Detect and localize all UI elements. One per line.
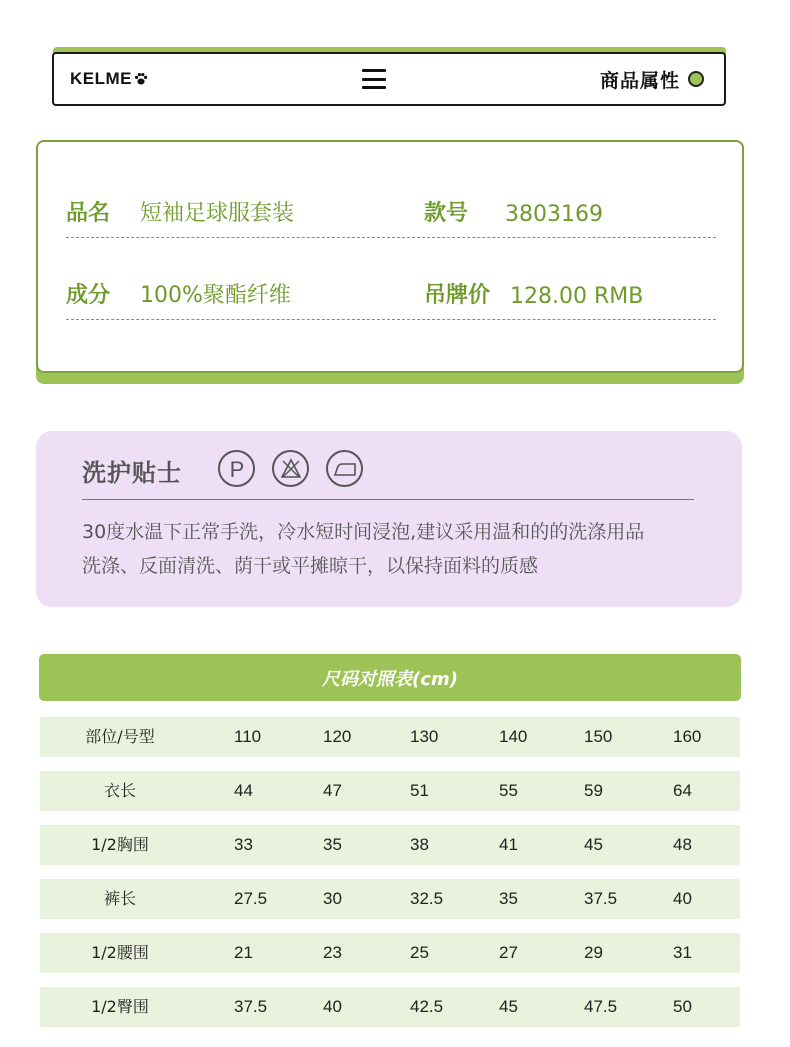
size-table-row: [40, 771, 740, 811]
size-cell: 120: [323, 727, 352, 746]
size-row-label: 部位/号型: [85, 727, 155, 746]
info-row-name-style: [66, 198, 716, 238]
page-title-text: 商品属性: [599, 69, 680, 92]
size-row-label: 裤长: [103, 889, 136, 908]
size-cell: 40: [323, 997, 342, 1016]
paw-icon: [134, 72, 148, 86]
size-cell: 30: [323, 889, 342, 908]
care-text-line-1: 30度水温下正常手洗，冷水短时间浸泡,建议采用温和的的洗涤用品: [82, 521, 645, 543]
size-table-row: [40, 933, 740, 973]
size-row-label: 1/2腰围: [91, 943, 149, 962]
size-cell: 27: [499, 943, 518, 962]
size-table-title: 尺码对照表(cm): [39, 654, 741, 701]
size-cell: 48: [673, 835, 692, 854]
size-cell: 45: [584, 835, 603, 854]
care-title: 洗护贴士: [82, 459, 182, 487]
size-cell: 160: [673, 727, 702, 746]
care-divider: [82, 499, 694, 500]
product-info-card: [36, 140, 744, 373]
care-text: [82, 515, 712, 583]
size-cell: 41: [499, 835, 518, 854]
size-cell: 29: [584, 943, 603, 962]
dry-clean-p-icon: [218, 450, 255, 487]
top-header: [52, 52, 726, 106]
brand-logo[interactable]: [70, 69, 148, 89]
size-cell: 27.5: [234, 889, 268, 908]
info-row-material-price: [66, 280, 716, 320]
size-cell: 64: [673, 781, 692, 800]
size-row-label: 衣长: [103, 781, 136, 800]
size-cell: 59: [584, 781, 603, 800]
size-cell: 33: [234, 835, 253, 854]
size-cell: 47: [323, 781, 342, 800]
size-table-row: [40, 987, 740, 1027]
size-cell: 31: [673, 943, 692, 962]
size-cell: 23: [323, 943, 342, 962]
care-text-line-2: 洗涤、反面清洗、荫干或平摊晾干，以保持面料的质感: [82, 555, 539, 577]
page-title: [600, 66, 704, 93]
size-cell: 32.5: [410, 889, 444, 908]
size-table-row: [40, 825, 740, 865]
size-cell: 51: [410, 781, 429, 800]
size-cell: 55: [499, 781, 518, 800]
svg-text:P: P: [229, 456, 244, 481]
size-cell: 40: [673, 889, 692, 908]
size-cell: 21: [234, 943, 253, 962]
size-cell: 37.5: [234, 997, 268, 1016]
style-value: 3803169: [505, 202, 603, 227]
care-icons: [218, 450, 363, 487]
size-cell: 50: [673, 997, 692, 1016]
hamburger-menu-icon[interactable]: [362, 69, 386, 89]
no-tumble-dry-icon: [272, 450, 309, 487]
size-cell: 110: [234, 727, 262, 746]
size-cell: 44: [234, 781, 253, 800]
style-label: 款号: [424, 201, 469, 226]
size-cell: 35: [499, 889, 518, 908]
size-cell: 150: [584, 727, 613, 746]
size-cell: 45: [499, 997, 518, 1016]
iron-icon: [326, 450, 363, 487]
size-table-row: [40, 879, 740, 919]
size-cell: 42.5: [410, 997, 444, 1016]
name-label: 品名: [66, 201, 111, 226]
size-row-label: 1/2臀围: [91, 997, 149, 1016]
size-cell: 25: [410, 943, 429, 962]
name-value: 短袖足球服套装: [140, 201, 295, 226]
care-tips-panel: [36, 431, 742, 607]
material-label: 成分: [66, 283, 111, 308]
brand-name: KELME: [70, 69, 132, 88]
green-dot-icon: [688, 71, 704, 87]
size-cell: 35: [323, 835, 342, 854]
size-cell: 47.5: [584, 997, 618, 1016]
material-value: 100%聚酯纤维: [140, 283, 291, 308]
size-row-label: 1/2胸围: [91, 835, 149, 854]
price-label: 吊牌价: [424, 283, 491, 308]
price-value: 128.00 RMB: [510, 284, 644, 309]
size-cell: 37.5: [584, 889, 618, 908]
size-cell: 38: [410, 835, 429, 854]
size-table-header-row: [40, 717, 740, 757]
size-cell: 130: [410, 727, 439, 746]
size-cell: 140: [499, 727, 528, 746]
